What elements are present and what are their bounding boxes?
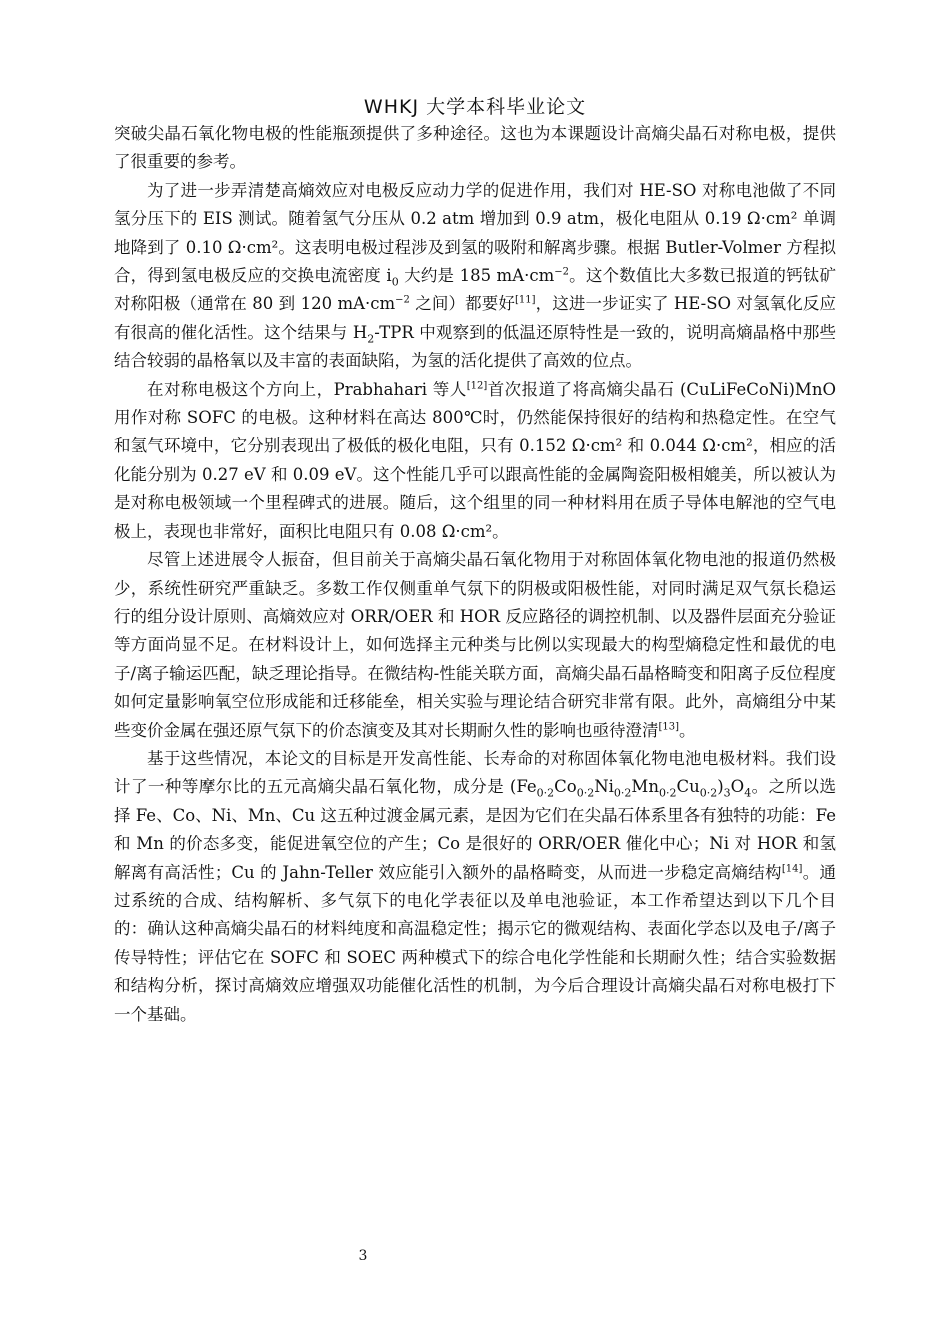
- paragraph-text: Mn: [631, 777, 659, 797]
- paragraph-text: 。这个数值比大多数已报道的钙钛矿对称阳极（通常在 80 到 120 mA·cm: [114, 266, 836, 314]
- paragraph-text: -TPR 中观察到的低温还原特性是一致的，说明高熵晶格中那些结合较弱的晶格氧以及丰富的表面缺陷，为氢的活化提供了高效的位点。: [114, 322, 836, 371]
- paragraph-text: 首次报道了将高熵尖晶石 (CuLiFeCoNi)MnO 用作对称 SOFC 的电极。这种材料在高达 800℃时，仍然能保持很好的结构和热稳定性。在空气和氢气环境中，它分别表现出了极低的极化电阻，只有 0.152 Ω·cm² 和 0.044 Ω·cm²，相应的活化能分别为 0.27 eV 和 0.09 eV。这个性能几乎可以跟高性能的金属陶瓷阳极相媲美，所以被认为是对称电极领域一个里程碑式的进展。随后，这个组里的同一种材料用在质子导体电解池的空气电极上，表现也非常好，面积比电阻只有 0.08 Ω·cm²。: [114, 379, 836, 541]
- paragraph-text: 之间）都要好: [409, 294, 515, 314]
- body-text: [114, 120, 836, 1029]
- paragraph-text: 在对称电极这个方向上，Prabhahari 等人: [147, 379, 467, 399]
- citation-ref: [13]: [658, 721, 680, 733]
- paragraph-text: Cu: [676, 777, 700, 797]
- subscript: 0·2: [536, 786, 555, 800]
- paragraph-text: 基于这些情况，本论文的目标是开发高性能、长寿命的对称固体氧化物电池电极材料。我们设计了一种等摩尔比的五元高熵尖晶石氧化物，成分是 (Fe: [114, 748, 836, 797]
- citation-ref: [14]: [781, 863, 803, 875]
- paragraph-text: 大约是 185 mA·cm: [398, 266, 555, 286]
- paragraph-1: [114, 120, 836, 177]
- citation-ref: [12]: [466, 380, 488, 392]
- paragraph-text: ，这进一步证实了 HE-SO 对氢氧化反应有很高的催化活性。这个结果与 H: [114, 294, 836, 342]
- superscript: −2: [554, 266, 569, 278]
- paragraph-text: 。之所以选择 Fe、Co、Ni、Mn、Cu 这五种过渡金属元素，是因为它们在尖晶石体系里各有独特的功能：Fe 和 Mn 的价态多变，能促进氧空位的产生；Co 是很好的 ORR/OER 催化中心；Ni 对 HOR 和氢解离有高活性；Cu 的 Jahn-Teller 效应能引入额外的晶格畸变，从而进一步稳定高熵结构: [114, 777, 837, 882]
- paragraph-text: ): [717, 777, 724, 797]
- subscript: 0·2: [576, 786, 595, 800]
- paragraph-text: O: [730, 777, 745, 797]
- subscript: 3: [723, 786, 731, 800]
- paragraph-4: [114, 546, 836, 745]
- subscript: 4: [744, 786, 752, 800]
- paragraph-text: 。: [679, 720, 696, 740]
- paragraph-text: 。通过系统的合成、结构解析、多气氛下的电化学表征以及单电池验证，本工作希望达到以下几个目的：确认这种高熵尖晶石的材料纯度和高温稳定性；揭示它的微观结构、表面化学态以及电子/离子传导特性；评估它在 SOFC 和 SOEC 两种模式下的综合电化学性能和长期耐久性；结合实验数据和结构分析，探讨高熵效应增强双功能催化活性的机制，为今后合理设计高熵尖晶石对称电极打下一个基础。: [114, 862, 837, 1024]
- page-header: WHKJ 大学本科毕业论文: [363, 96, 587, 118]
- page-number: 3: [358, 1248, 368, 1264]
- superscript: −2: [395, 294, 410, 306]
- subscript: 0: [391, 275, 399, 289]
- paragraph-text: 突破尖晶石氧化物电极的性能瓶颈提供了多种途径。这也为本课题设计高熵尖晶石对称电极，提供了很重要的参考。: [114, 124, 836, 172]
- subscript: 0·2: [613, 786, 632, 800]
- paragraph-5: [114, 745, 836, 1029]
- paragraph-text: 尽管上述进展令人振奋，但目前关于高熵尖晶石氧化物用于对称固体氧化物电池的报道仍然极少，系统性研究严重缺乏。多数工作仅侧重单气氛下的阴极或阳极性能，对同时满足双气氛长稳运行的组分设计原则、高熵效应对 ORR/OER 和 HOR 反应路径的调控机制、以及器件层面充分验证等方面尚显不足。在材料设计上，如何选择主元种类与比例以实现最大的构型熵稳定性和最优的电子/离子输运匹配，缺乏理论指导。在微结构-性能关联方面，高熵尖晶石晶格畸变和阳离子反位程度如何定量影响氧空位形成能和迁移能垒，相关实验与理论结合研究非常有限。此外，高熵组分中某些变价金属在强还原气氛下的价态演变及其对长期耐久性的影响也亟待澄清: [114, 550, 836, 740]
- paragraph-2: [114, 177, 836, 376]
- subscript: 2: [367, 332, 375, 346]
- paragraph-3: [114, 376, 836, 546]
- subscript: 0·2: [699, 786, 718, 800]
- paragraph-text: Co: [554, 777, 577, 797]
- paragraph-text: Ni: [594, 777, 614, 797]
- citation-ref: [11]: [514, 294, 536, 306]
- paragraph-text: 为了进一步弄清楚高熵效应对电极反应动力学的促进作用，我们对 HE-SO 对称电池做了不同氢分压下的 EIS 测试。随着氢气分压从 0.2 atm 增加到 0.9 atm，极化电阻从 0.19 Ω·cm² 单调地降到了 0.10 Ω·cm²。这表明电极过程涉及到氢的吸附和解离步骤。根据 Butler-Volmer 方程拟合，得到氢电极反应的交换电流密度 i: [114, 180, 836, 286]
- subscript: 0·2: [658, 786, 677, 800]
